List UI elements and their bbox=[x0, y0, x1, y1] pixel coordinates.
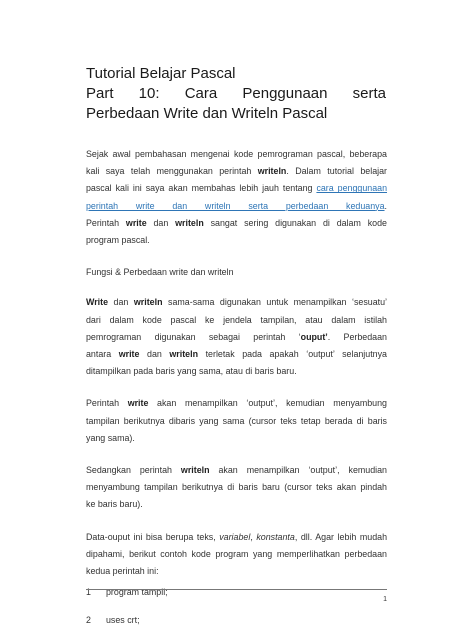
section-heading: Fungsi & Perbedaan write dan writeln bbox=[86, 267, 234, 278]
text: . bbox=[384, 200, 387, 211]
keyword-writeln: writeln bbox=[180, 465, 210, 476]
keyword-write: write bbox=[125, 217, 147, 228]
code-line bbox=[86, 612, 387, 629]
text: Perintah bbox=[86, 217, 126, 228]
footer-divider bbox=[86, 589, 387, 590]
text: akan menampilkan ‘output’, kemudian menyambung bbox=[148, 398, 387, 409]
p3-line-1 bbox=[86, 462, 387, 479]
title-part-line: Part 10: Cara Penggunaan serta bbox=[86, 85, 386, 102]
paragraph-3 bbox=[86, 462, 387, 514]
p1-line-1 bbox=[86, 294, 387, 311]
term-variabel: variabel bbox=[219, 531, 251, 542]
intro-line-5 bbox=[86, 215, 387, 232]
text: Data-ouput ini bisa berupa teks, bbox=[86, 531, 220, 542]
text: , bbox=[250, 531, 257, 542]
code-line bbox=[86, 584, 387, 601]
title-subtitle: Perbedaan Write dan Writeln Pascal bbox=[86, 105, 328, 122]
p4-line-1 bbox=[86, 529, 387, 546]
keyword-writeln: writeln bbox=[175, 217, 204, 228]
article-link-cont[interactable]: perintah write dan writeln serta perbedaan keduanya bbox=[86, 200, 385, 211]
keyword-write: Write bbox=[86, 297, 109, 308]
text: terletak pada apakah ‘output’ selanjutnya bbox=[198, 349, 387, 360]
keyword-write: write bbox=[127, 398, 149, 409]
paragraph-1 bbox=[86, 294, 387, 380]
paragraph-2 bbox=[86, 395, 387, 447]
article-link[interactable]: cara penggunaan bbox=[316, 183, 388, 194]
text: kali saya telah menggunakan perintah bbox=[86, 166, 258, 177]
page-number: 1 bbox=[383, 596, 387, 603]
p1-line-4 bbox=[86, 346, 387, 363]
text: akan menampilkan ‘output’, kemudian bbox=[209, 465, 387, 476]
term-konstanta: konstanta bbox=[256, 531, 295, 542]
code-line-number: 2 bbox=[86, 615, 91, 626]
keyword-writeln: writeln bbox=[257, 166, 287, 177]
intro-line-1: Sejak awal pembahasan mengenai kode pemrograman pascal, beberapa bbox=[86, 149, 387, 159]
text: dan bbox=[108, 297, 134, 308]
code-line-number: 1 bbox=[86, 587, 91, 598]
intro-line-4 bbox=[86, 198, 387, 215]
p4-line-2: dipahami, berikut contoh kode program yang memperlihatkan perbedaan bbox=[86, 548, 387, 559]
p1-line-5: ditampilkan pada baris yang sama, atau di baris baru. bbox=[86, 366, 297, 377]
keyword-writeln: writeln bbox=[133, 297, 163, 308]
text: Sedangkan perintah bbox=[86, 465, 181, 476]
text: Perintah bbox=[86, 398, 128, 409]
text: . Dalam tutorial belajar bbox=[286, 166, 387, 177]
p1-line-2: dari dalam kode pascal ke jendela tampilan, atau dalam istilah bbox=[86, 314, 387, 325]
text: dan bbox=[146, 217, 176, 228]
p4-line-3: kedua perintah ini: bbox=[86, 566, 159, 577]
intro-line-6: program pascal. bbox=[86, 235, 150, 246]
code-line-text: uses crt; bbox=[106, 615, 140, 626]
text: pascal kali ini saya akan membahas lebih jauh tentang bbox=[86, 183, 317, 194]
text: sama-sama digunakan untuk menampilkan ‘sesuatu’ bbox=[162, 297, 387, 308]
keyword-write: write bbox=[118, 349, 140, 360]
text: . Perbedaan bbox=[327, 331, 387, 342]
text: dan bbox=[139, 349, 170, 360]
p2-line-3: yang sama). bbox=[86, 432, 135, 443]
text: , dll. Agar lebih mudah bbox=[294, 531, 388, 542]
intro-line-2 bbox=[86, 163, 387, 180]
p2-line-2: tampilan berikutnya dibaris yang sama (cursor teks tetap berada di baris bbox=[86, 415, 387, 426]
p3-line-3: ke baris baru). bbox=[86, 499, 143, 510]
document-body bbox=[86, 146, 387, 641]
p3-line-2: menyambung tampilan berikutnya di baris baru (cursor teks akan pindah bbox=[86, 482, 387, 493]
p1-line-3 bbox=[86, 329, 387, 346]
intro-line-3 bbox=[86, 180, 387, 197]
text: pemrograman digunakan sebagai perintah ‘ bbox=[86, 331, 301, 342]
keyword-writeln: writeln bbox=[169, 349, 199, 360]
code-line-text: program tampil; bbox=[106, 587, 168, 598]
intro-paragraph bbox=[86, 146, 387, 249]
page-title: Tutorial Belajar Pascal bbox=[86, 65, 236, 82]
text: sangat sering digunakan di dalam kode bbox=[203, 217, 387, 228]
keyword-output: ouput’ bbox=[300, 331, 328, 342]
p2-line-1 bbox=[86, 395, 387, 412]
paragraph-4 bbox=[86, 529, 387, 581]
text: antara bbox=[86, 349, 119, 360]
title-block bbox=[86, 64, 386, 124]
